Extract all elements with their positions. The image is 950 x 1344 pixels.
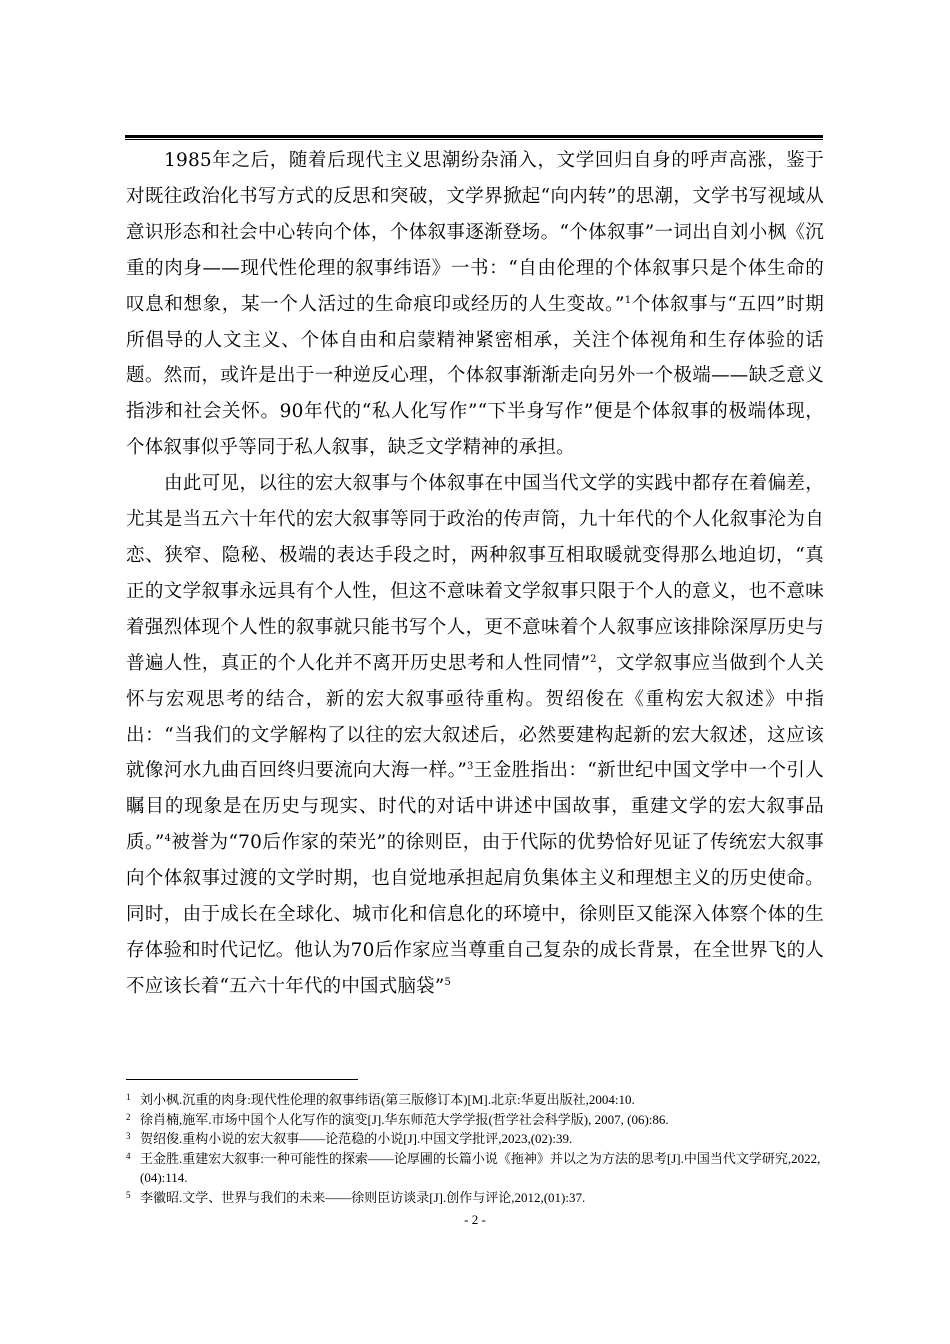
footnote-ref-5[interactable]: 5 xyxy=(444,976,452,988)
paragraph-text: 个体叙事与“五四”时期所倡导的人文主义、个体自由和启蒙精神紧密相承，关注个体视角和生存体验的话题。然而，或许是出于一种逆反心理，个体叙事渐渐走向另外一个极端——缺乏意义指涉和社会关怀。90年代的“私人化写作”“下半身写作”便是个体叙事的极端体现，个体叙事似乎等同于私人叙事，缺乏文学精神的承担。 xyxy=(126,293,824,459)
paragraph-text: 被誉为“70后作家的荣光”的徐则臣，由于代际的优势恰好见证了传统宏大叙事向个体叙事过渡的文学时期，也自觉地承担起肩负集体主义和理想主义的历史使命。同时，由于成长在全球化、城市化和信息化的环境中，徐则臣又能深入体察个体的生存体验和时代记忆。他认为70后作家应当尊重自己复杂的成长背景，在全世界飞的人不应该长着“五六十年代的中国式脑袋” xyxy=(126,832,824,997)
paragraph-2 xyxy=(126,466,824,1005)
footnote-text: 李徽昭.文学、世界与我们的未来——徐则臣访谈录[J].创作与评论,2012,(01):37. xyxy=(140,1189,586,1205)
footnote-ref-4[interactable]: 4 xyxy=(164,833,172,845)
paragraph-text: 1985年之后，随着后现代主义思潮纷杂涌入，文学回归自身的呼声高涨，鉴于对既往政治化书写方式的反思和突破，文学界掀起“向内转”的思潮，文学书写视域从意识形态和社会中心转向个体，个体叙事逐渐登场。“个体叙事”一词出自刘小枫《沉重的肉身——现代性伦理的叙事纬语》一书：“自由伦理的个体叙事只是个体生命的叹息和想象，某一个人活过的生命痕印或经历的人生变故。” xyxy=(126,150,824,315)
footnote-number: 2 xyxy=(126,1111,131,1122)
footnote-4 xyxy=(126,1149,824,1188)
header-rule xyxy=(125,135,823,140)
footnote-1 xyxy=(126,1090,824,1110)
paragraph-text: 王金胜指出：“新世纪中国文学中一个引人瞩目的现象是在历史与现实、时代的对话中讲述中国故事，重建文学的宏大叙事品质。” xyxy=(126,760,824,854)
footnote-number: 1 xyxy=(126,1092,131,1102)
footnote-text: 刘小枫.沉重的肉身:现代性伦理的叙事纬语(第三版修订本)[M].北京:华夏出版社,2004:10. xyxy=(140,1092,635,1107)
page-number: - 2 - xyxy=(464,1212,486,1227)
footnote-text: 徐肖楠,施军.市场中国个人化写作的演变[J].华东师范大学学报(哲学社会科学版), 2007, (06):86. xyxy=(140,1111,669,1127)
footnotes xyxy=(126,1090,824,1207)
footnote-separator xyxy=(126,1079,358,1080)
paragraph-text: 由此可见，以往的宏大叙事与个体叙事在中国当代文学的实践中都存在着偏差，尤其是当五六十年代的宏大叙事等同于政治的传声筒，九十年代的个人化叙事沦为自恋、狭窄、隐秘、极端的表达手段之时，两种叙事互相取暖就变得那么地迫切，“真正的文学叙事永远具有个人性，但这不意味着文学叙事只限于个人的意义，也不意味着强烈体现个人性的叙事就只能书写个人，更不意味着个人叙事应该排除深厚历史与普遍人性，真正的个人化并不离开历史思考和人性同情” xyxy=(126,473,824,674)
footnote-2 xyxy=(126,1110,824,1130)
paragraph-text: ，文学叙事应当做到个人关怀与宏观思考的结合，新的宏大叙事亟待重构。贺绍俊在《重构宏大叙述》中指出：“当我们的文学解构了以往的宏大叙述后，必然要建构起新的宏大叙述，这应该就像河水九曲百回终归要流向大海一样。” xyxy=(126,652,824,782)
footnote-text: 贺绍俊.重构小说的宏大叙事——论范稳的小说[J].中国文学批评,2023,(02):39. xyxy=(140,1131,573,1146)
paragraph-1 xyxy=(126,143,824,466)
footnote-text: 王金胜.重建宏大叙事:一种可能性的探索——论厚圃的长篇小说《拖神》并以之为方法的思考[J].中国当代文学研究,2022,(04):114. xyxy=(140,1150,821,1185)
body-text xyxy=(126,143,824,1005)
footnote-ref-1[interactable]: 1 xyxy=(624,294,632,306)
footnote-number: 4 xyxy=(126,1150,131,1161)
footnote-number: 3 xyxy=(126,1131,131,1141)
footnote-ref-3[interactable]: 3 xyxy=(466,761,474,773)
footnote-5 xyxy=(126,1188,824,1208)
footnote-3 xyxy=(126,1129,824,1149)
footnote-number: 5 xyxy=(126,1189,131,1200)
footnote-ref-2[interactable]: 2 xyxy=(590,653,597,665)
